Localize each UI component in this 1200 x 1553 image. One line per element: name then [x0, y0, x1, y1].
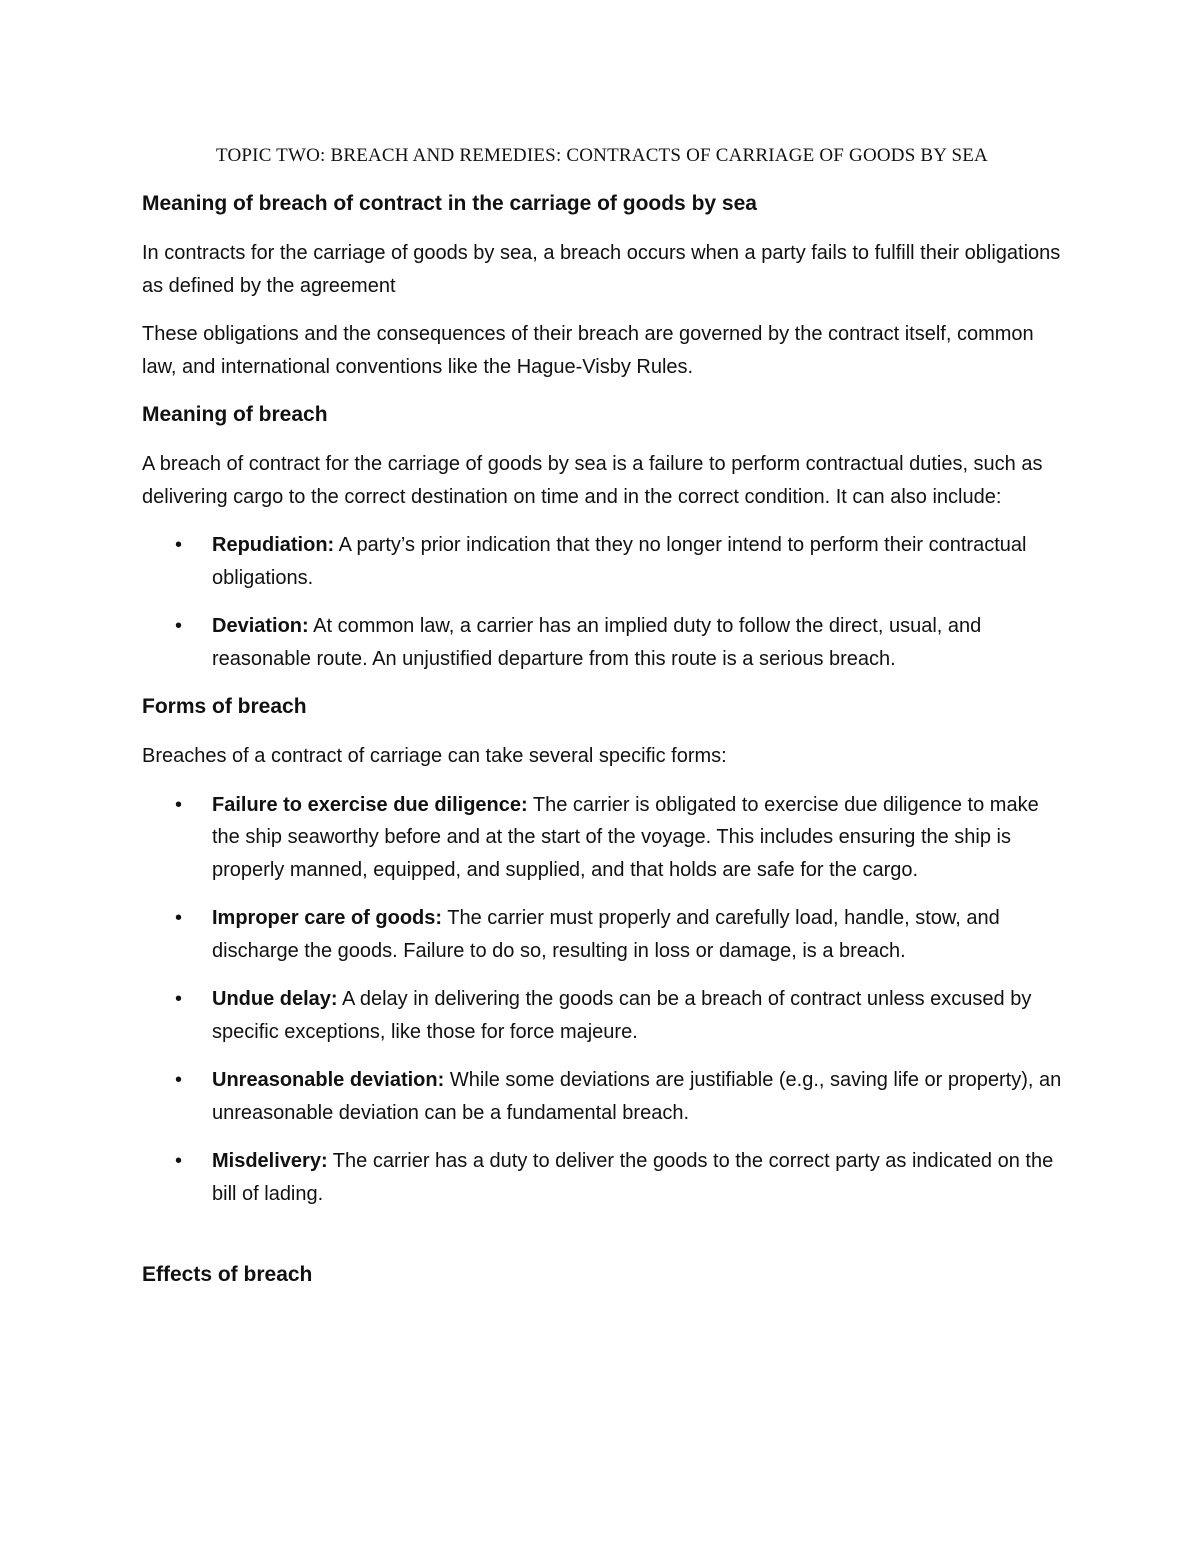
list-item	[142, 1064, 1062, 1129]
bullet-icon: •	[175, 534, 183, 556]
list-item-text: The carrier has a duty to deliver the goods to the correct party as indicated on the bill of lading.	[212, 1150, 1054, 1205]
list-item	[142, 1145, 1062, 1210]
bullet-icon: •	[175, 907, 183, 929]
list-item	[142, 610, 1062, 675]
paragraph: Breaches of a contract of carriage can take several specific forms:	[142, 745, 727, 767]
list-item-term: Deviation:	[212, 615, 309, 637]
list-item-term: Failure to exercise due diligence:	[212, 793, 528, 816]
list-item-text: A delay in delivering the goods can be a breach of contract unless excused by specific exceptions, like those for force majeure.	[212, 988, 1032, 1043]
list-item-term: Undue delay:	[212, 988, 338, 1010]
bullet-list-forms	[142, 789, 1062, 1211]
bullet-icon: •	[175, 1069, 183, 1091]
list-item-term: Unreasonable deviation:	[212, 1069, 445, 1091]
list-item-text: At common law, a carrier has an implied duty to follow the direct, usual, and reasonable route. An unjustified departure from this route is a serious breach.	[212, 615, 982, 670]
section-heading-forms-of-breach: Forms of breach	[142, 695, 307, 718]
bullet-list-meaning	[142, 529, 1062, 675]
section-heading-meaning-of-breach-of-contract: Meaning of breach of contract in the carriage of goods by sea	[142, 192, 757, 215]
section-heading-meaning-of-breach: Meaning of breach	[142, 403, 328, 426]
list-item	[142, 789, 1062, 887]
list-item-term: Misdelivery:	[212, 1150, 328, 1172]
paragraph: These obligations and the consequences of their breach are governed by the contract itself, common law, and international conventions like the Hague-Visby Rules.	[142, 323, 1034, 378]
paragraph: A breach of contract for the carriage of goods by sea is a failure to perform contractual duties, such as delivering cargo to the correct destination on time and in the correct condition. It can also include:	[142, 453, 1043, 508]
document-title: TOPIC TWO: BREACH AND REMEDIES: CONTRACTS OF CARRIAGE OF GOODS BY SEA	[216, 145, 988, 166]
bullet-icon: •	[175, 615, 183, 637]
list-item-term: Repudiation:	[212, 534, 335, 556]
list-item-text: The carrier is obligated to exercise due diligence to make the ship seaworthy before and at the start of the voyage. This includes ensuring the ship is properly manned, equipped, and supplied, and that holds are safe for the cargo.	[212, 793, 1039, 881]
document-page	[142, 140, 1062, 1291]
list-item	[142, 902, 1062, 967]
list-item-text: A party’s prior indication that they no longer intend to perform their contractual obligations.	[212, 534, 1027, 589]
list-item	[142, 983, 1062, 1048]
bullet-icon: •	[175, 1150, 183, 1172]
list-item-text: The carrier must properly and carefully load, handle, stow, and discharge the goods. Failure to do so, resulting in loss or damage, is a breach.	[212, 907, 1000, 962]
list-item	[142, 529, 1062, 594]
paragraph: In contracts for the carriage of goods by sea, a breach occurs when a party fails to fulfill their obligations as defined by the agreement	[142, 242, 1061, 297]
section-heading-effects-of-breach: Effects of breach	[142, 1263, 313, 1286]
list-item-text: While some deviations are justifiable (e.g., saving life or property), an unreasonable deviation can be a fundamental breach.	[212, 1069, 1062, 1124]
bullet-icon: •	[175, 988, 183, 1010]
list-item-term: Improper care of goods:	[212, 907, 443, 929]
bullet-icon: •	[175, 793, 183, 816]
